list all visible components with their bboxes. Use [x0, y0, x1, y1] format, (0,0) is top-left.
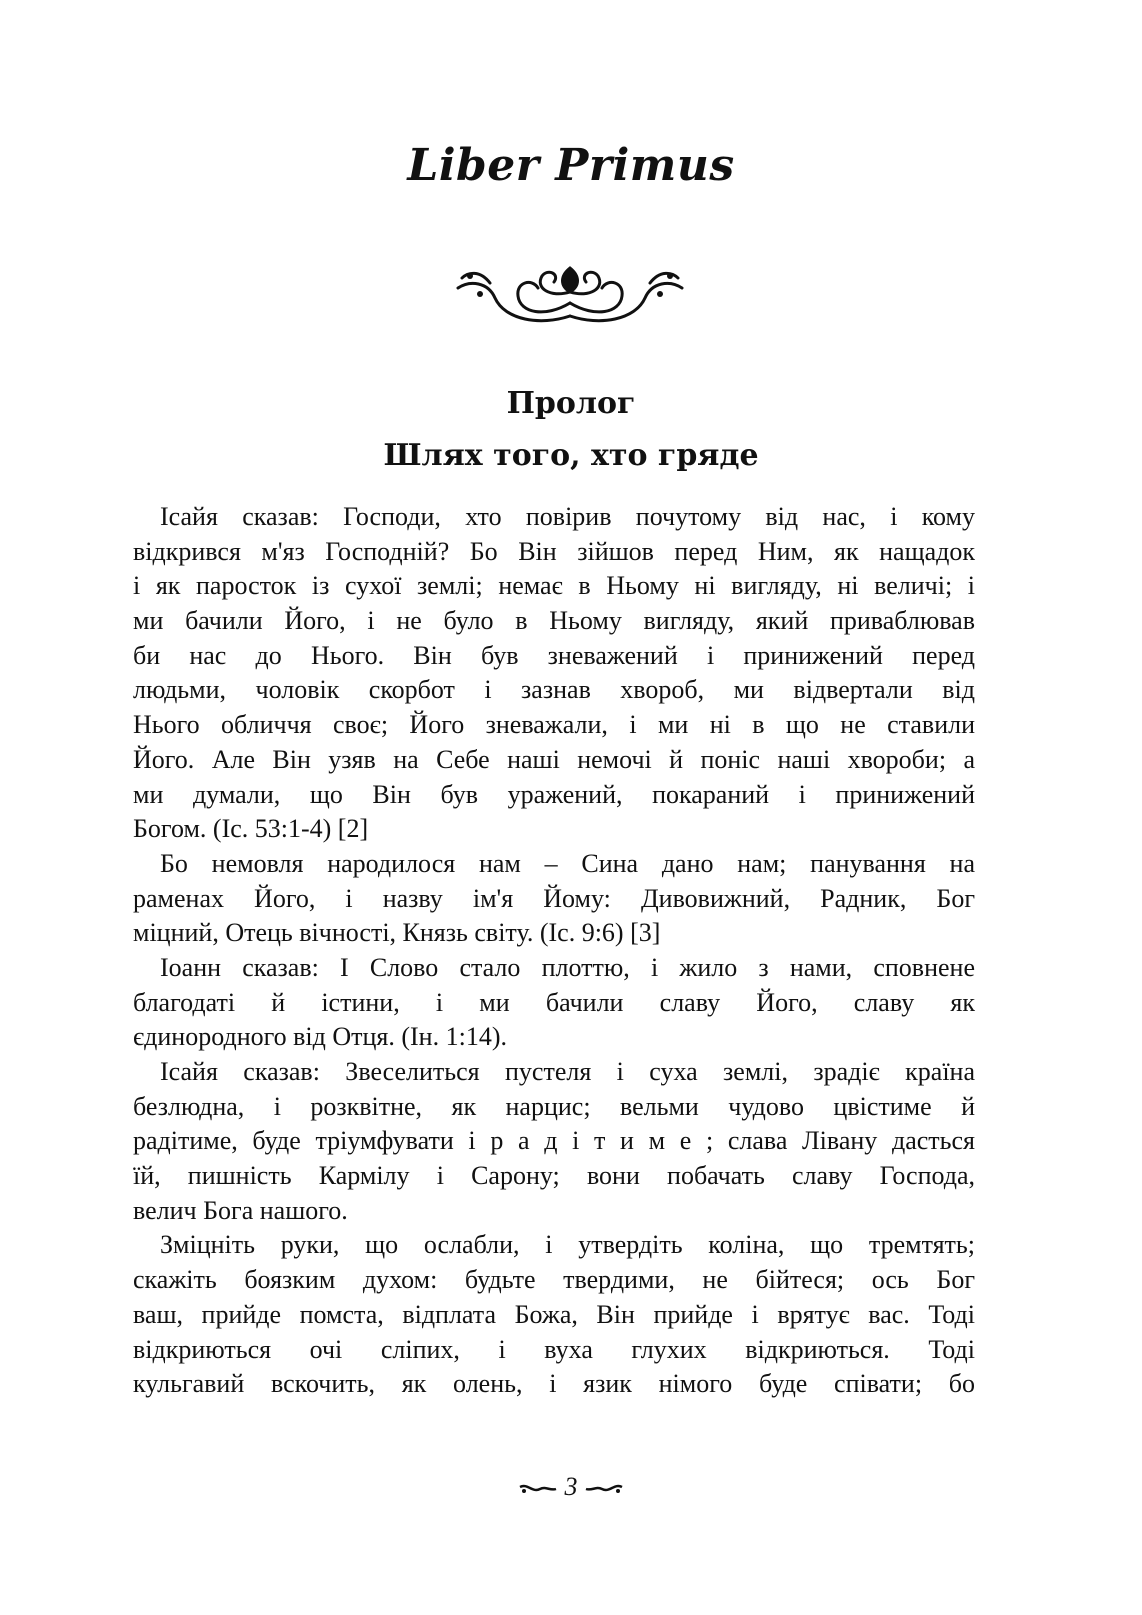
chapter-title: Пролог — [506, 386, 636, 421]
text-line: Зміцніть руки, що ослабли, і утвердіть коліна, що тремтять; — [160, 1230, 975, 1260]
text-line: відкрився м'яз Господній? Бо Він зійшов перед Ним, як нащадок — [133, 536, 975, 566]
text-line: Богом. (Іс. 53:1-4) [2] — [133, 814, 369, 844]
text-line: безлюдна, і розквітне, як нарцис; вельми чудово цвістиме й — [133, 1091, 975, 1121]
text-line: Іоанн сказав: І Слово стало плоттю, і жило з нами, сповнене — [160, 952, 975, 982]
chapter-heading — [0, 378, 1142, 482]
text-line: Його. Але Він узяв на Себе наші немочі й поніс наші хвороби; а — [133, 744, 975, 774]
text-line: і як паросток із сухої землі; немає в Ньому ні вигляду, ні величі; і — [133, 571, 975, 601]
paragraph — [133, 1055, 975, 1228]
text-line: би нас до Нього. Він був зневажений і принижений перед — [133, 640, 975, 670]
floral-divider-icon — [450, 258, 690, 328]
page-footer — [0, 1472, 1142, 1502]
paragraph — [133, 1228, 975, 1401]
body-text — [133, 500, 975, 1402]
page-number: 3 — [564, 1472, 578, 1501]
text-line: раменах Його, і назву ім'я Йому: Дивовижний, Радник, Бог — [133, 883, 975, 913]
text-line: ми думали, що Він був уражений, покараний і принижений — [133, 779, 975, 809]
text-line: велич Бога нашого. — [133, 1195, 348, 1225]
chapter-subtitle: Шлях того, хто гряде — [383, 438, 759, 473]
text-line: Ісайя сказав: Господи, хто повірив почутому від нас, і кому — [160, 502, 975, 531]
paragraph — [133, 951, 975, 1055]
text-line: благодаті й істини, і ми бачили славу Його, славу як — [133, 987, 975, 1017]
text-line: ваш, прийде помста, відплата Божа, Він прийде і врятує вас. Тоді — [133, 1299, 975, 1329]
text-line: міцний, Отець вічності, Князь світу. (Іс. 9:6) [3] — [133, 918, 661, 948]
text-line: їй, пишність Кармілу і Сарону; вони побачать славу Господа, — [133, 1161, 975, 1191]
text-line: Ісайя сказав: Звеселиться пустеля і суха землі, зрадіє країна — [160, 1057, 975, 1086]
text-line: радітиме, буде тріумфувати і р а д і т и м е ; слава Лівану дасться — [133, 1126, 975, 1156]
text-line: відкриються очі сліпих, і вуха глухих відкриються. Тоді — [133, 1334, 975, 1364]
text-line: єдинородного від Отця. (Ін. 1:14). — [133, 1022, 507, 1052]
text-line: скажіть боязким духом: будьте твердими, не бійтеся; ось Бог — [133, 1265, 975, 1295]
paragraph — [133, 500, 975, 847]
left-flourish-icon — [518, 1481, 558, 1497]
text-line: кульгавий вскочить, як олень, і язик німого буде співати; бо — [133, 1369, 975, 1399]
right-flourish-icon — [584, 1481, 624, 1497]
text-line: людьми, чоловік скорбот і зазнав хвороб, ми відвертали від — [133, 675, 975, 705]
text-line: Бо немовля народилося нам – Сина дано нам; панування на — [160, 848, 975, 878]
text-line: Нього обличчя своє; Його зневажали, і ми ні в що не ставили — [133, 710, 975, 740]
book-title: Liber Primus — [407, 140, 735, 191]
paragraph — [133, 847, 975, 951]
text-line: ми бачили Його, і не було в Ньому вигляду, який приваблював — [133, 606, 975, 636]
